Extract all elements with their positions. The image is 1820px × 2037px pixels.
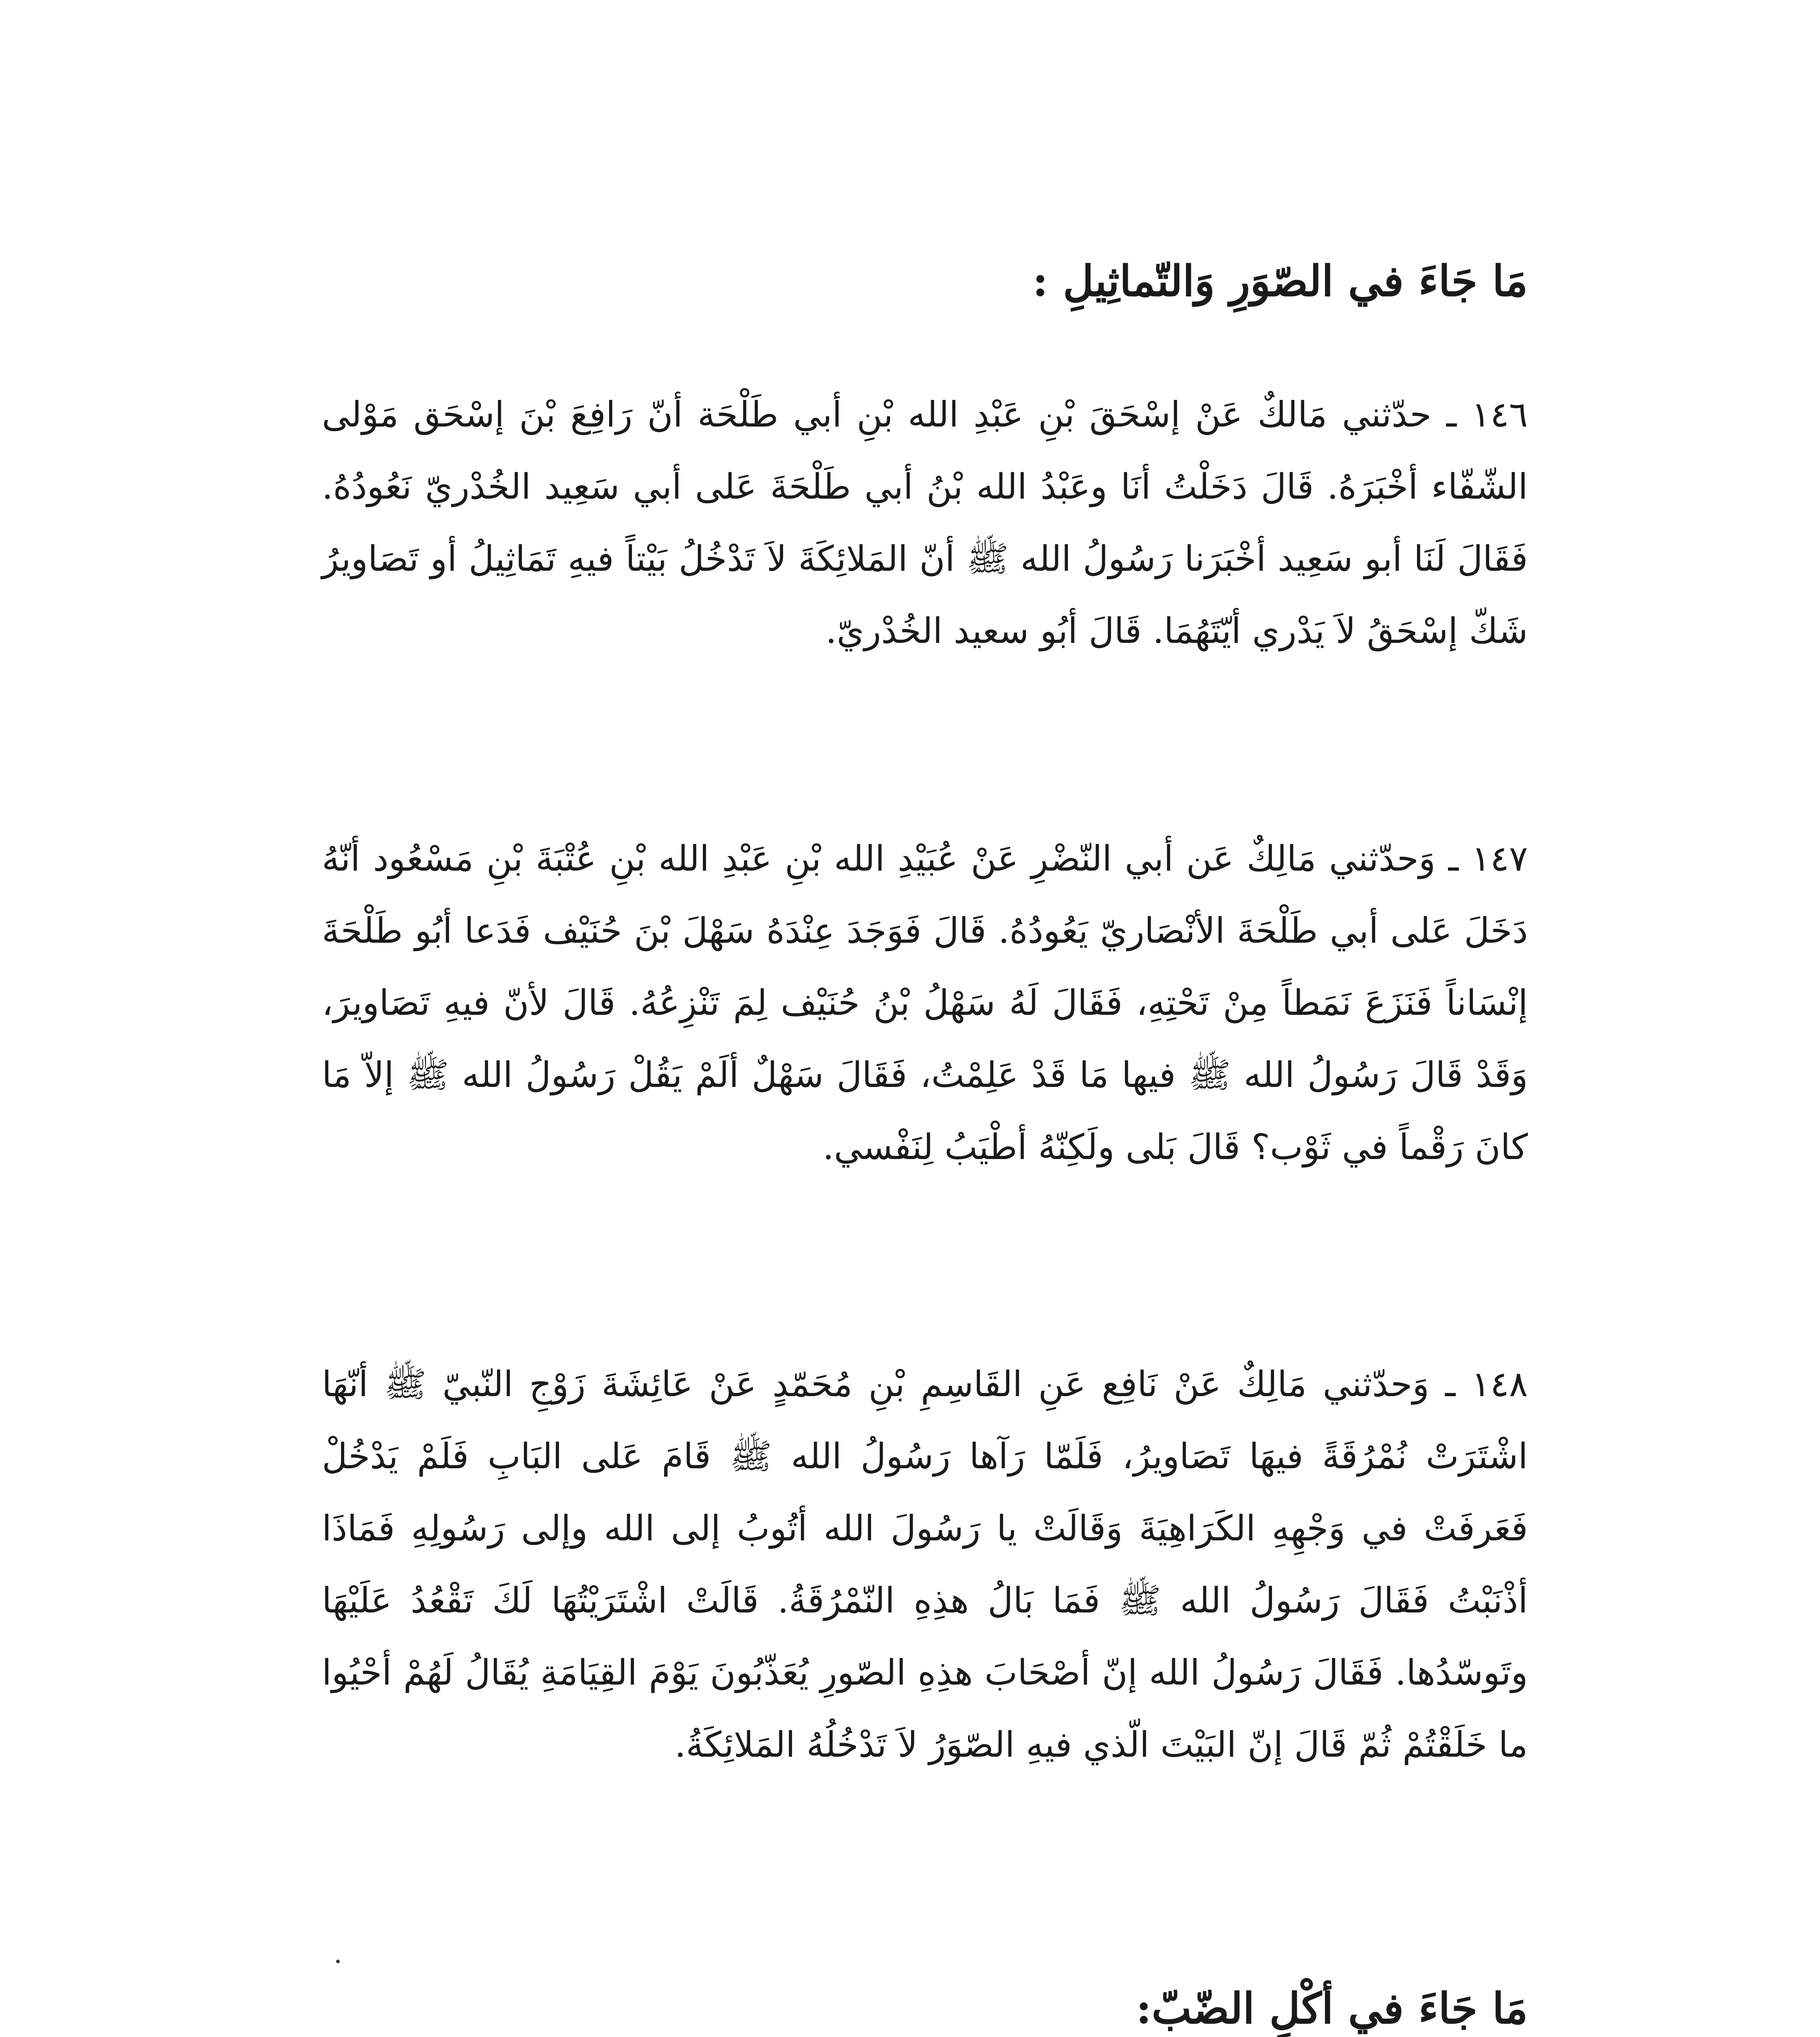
scan-speck-mark [336, 1960, 340, 1963]
hadith-148-paragraph: ١٤٨ ـ وَحدّثني مَالِكٌ عَنْ نَافِع عَنِ القَاسِمِ بْنِ مُحَمّدٍ عَنْ عَائِشَةَ زَوْجِ النّبيّ ﷺ أنّهَا اشْتَرَتْ نُمْرُقَةً فيهَا تَصَاويرُ، فَلَمّا رَآها رَسُولُ الله ﷺ قَامَ عَلى البَابِ فَلَمْ يَدْخُلْ فَعَرفَتْ في وَجْهِهِ الكَرَاهِيَةَ وَقَالَتْ يا رَسُولَ الله أتُوبُ إلى الله وإلى رَسُولِهِ فَمَاذَا أذْنَبْتُ فَقَالَ رَسُولُ الله ﷺ فَمَا بَالُ هذِهِ النّمْرُقَةُ. قَالَتْ اشْتَرَيْتُهَا لَكَ تَقْعُدُ عَلَيْهَا وتَوسّدُها. فَقَالَ رَسُولُ الله إنّ أصْحَابَ هذِهِ الصّورِ يُعَذّبُونَ يَوْمَ القِيَامَةِ يُقَالُ لَهُمْ أحْيُوا ما خَلَقْتُمْ ثُمّ قَالَ إنّ البَيْتَ الّذي فيهِ الصّوَرُ لاَ تَدْخُلُهُ المَلائِكَةُ. [322, 1364, 1528, 1765]
hadith-147-paragraph: ١٤٧ ـ وَحدّثني مَالِكٌ عَن أبي النّضْرِ عَنْ عُبَيْدِ الله بْنِ عَبْدِ الله بْنِ عُتْبَةَ بْنِ مَسْعُود أنّهُ دَخَلَ عَلى أبي طَلْحَةَ الأنْصَاريّ يَعُودُهُ. قَالَ فَوَجَدَ عِنْدَهُ سَهْلَ بْنَ حُنَيْف فَدَعا أبُو طَلْحَةَ إنْسَاناً فَنَزَعَ نَمَطاً مِنْ تَحْتِهِ، فَقَالَ لَهُ سَهْلُ بْنُ حُنَيْف لِمَ تَنْزِعُهُ. قَالَ لأنّ فيهِ تَصَاويرَ، وَقَدْ قَالَ رَسُولُ الله ﷺ فيها مَا قَدْ عَلِمْتُ، فَقَالَ سَهْلٌ ألَمْ يَقُلْ رَسُولُ الله ﷺ إلاّ مَا كانَ رَقْماً في ثَوْب؟ قَالَ بَلى ولَكِنّهُ أطْيَبُ لِنَفْسي. [322, 838, 1528, 1168]
section-heading-eating-lizard: مَا جَاءَ في أكْلِ الضّبّ: [1136, 1983, 1528, 2033]
hadith-146-paragraph: ١٤٦ ـ حدّثني مَالكٌ عَنْ إسْحَقَ بْنِ عَبْدِ الله بْنِ أبي طَلْحَة أنّ رَافِعَ بْنَ إسْحَق مَوْلى الشّفّاء أخْبَرَهُ. قَالَ دَخَلْتُ أنَا وعَبْدُ الله بْنُ أبي طَلْحَةَ عَلى أبي سَعِيد الخُدْريّ نَعُودُهُ. فَقَالَ لَنَا أبو سَعِيد أخْبَرَنا رَسُولُ الله ﷺ أنّ المَلائِكَةَ لاَ تَدْخُلُ بَيْتاً فيهِ تَمَاثِيلُ أو تَصَاويرُ شَكّ إسْحَقُ لاَ يَدْري أيّتَهُمَا. قَالَ أبُو سعيد الخُدْريّ. [322, 394, 1528, 651]
section-heading-images-statues: مَا جَاءَ في الصّوَرِ وَالتّماثِيلِ : [1032, 256, 1528, 306]
